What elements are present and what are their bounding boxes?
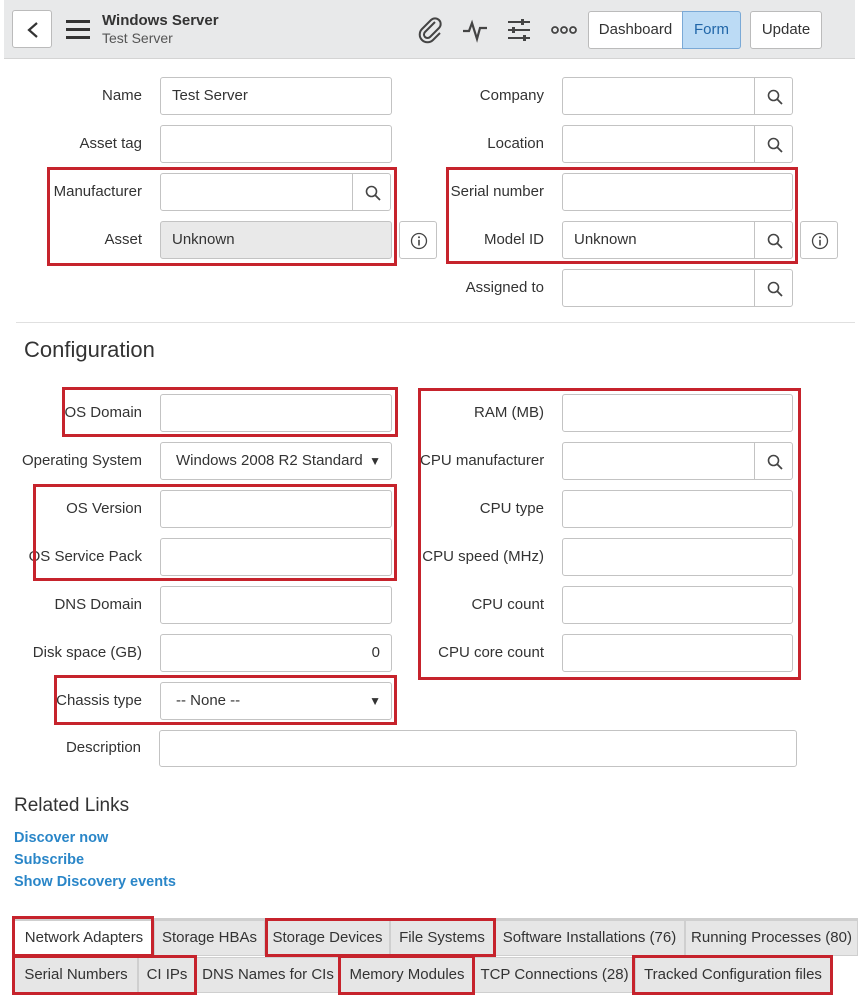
cpu-count-label: CPU count [471,596,544,613]
description-input[interactable] [159,730,797,767]
tab-tracked-configuration-files[interactable]: Tracked Configuration files [635,957,831,993]
info-icon [811,232,829,250]
model-id-label: Model ID [483,231,544,248]
record-title: Windows Server [102,12,219,29]
location-input[interactable] [562,125,755,163]
name-label: Name [101,87,142,104]
chassis-type-value: -- None -- [176,692,241,709]
assigned-to-input[interactable] [562,269,755,307]
show-discovery-events-link[interactable]: Show Discovery events [14,874,176,890]
company-lookup-button[interactable] [754,77,793,115]
asset-tag-label: Asset tag [79,135,142,152]
model-id-lookup-button[interactable] [754,221,793,259]
model-id-input[interactable]: Unknown [562,221,755,259]
manufacturer-input[interactable] [160,173,353,211]
os-service-pack-input[interactable] [160,538,392,576]
operating-system-select[interactable] [160,442,392,480]
paperclip-icon[interactable] [416,15,446,45]
tab-dns-names[interactable]: DNS Names for CIs [196,957,340,993]
activity-pulse-icon[interactable] [460,15,490,45]
cpu-core-count-input[interactable] [562,634,793,672]
serial-number-label: Serial number [450,183,544,200]
os-service-pack-label: OS Service Pack [28,548,142,565]
dashboard-button[interactable]: Dashboard [588,11,683,49]
cpu-count-input[interactable] [562,586,793,624]
company-input[interactable] [562,77,755,115]
assigned-to-label: Assigned to [465,279,544,296]
manufacturer-label: Manufacturer [53,183,142,200]
os-domain-label: OS Domain [64,404,142,421]
chassis-type-select[interactable] [160,682,392,720]
discover-now-link[interactable]: Discover now [14,830,109,846]
form-header [4,0,855,59]
tab-tcp-connections[interactable]: TCP Connections (28) [474,957,635,993]
tab-running-processes[interactable]: Running Processes (80) [685,920,858,956]
tab-file-systems[interactable]: File Systems [390,920,494,956]
cpu-manufacturer-label: CPU manufacturer [420,452,545,469]
tab-serial-numbers[interactable]: Serial Numbers [14,957,138,993]
search-icon [767,281,783,297]
search-icon [767,89,783,105]
section-divider [16,322,855,323]
asset-tag-input[interactable] [160,125,392,163]
cpu-type-label: CPU type [479,500,544,517]
tab-storage-devices[interactable]: Storage Devices [265,920,390,956]
cpu-speed-input[interactable] [562,538,793,576]
search-icon [365,185,381,201]
dropdown-arrow-icon: ▼ [369,694,381,708]
dns-domain-input[interactable] [160,586,392,624]
assigned-to-lookup-button[interactable] [754,269,793,307]
cpu-manufacturer-input[interactable] [562,442,755,480]
search-icon [767,233,783,249]
sliders-settings-icon[interactable] [504,15,534,45]
operating-system-value: Windows 2008 R2 Standard [176,452,363,469]
search-icon [767,137,783,153]
tab-memory-modules[interactable]: Memory Modules [340,957,474,993]
tab-storage-hbas[interactable]: Storage HBAs [154,920,265,956]
location-lookup-button[interactable] [754,125,793,163]
dns-domain-label: DNS Domain [54,596,142,613]
update-button[interactable]: Update [750,11,822,49]
cpu-type-input[interactable] [562,490,793,528]
cpu-manufacturer-lookup-button[interactable] [754,442,793,480]
disk-space-input[interactable]: 0 [160,634,392,672]
cpu-speed-label: CPU speed (MHz) [422,548,544,565]
hamburger-menu-icon[interactable] [66,20,90,44]
disk-space-label: Disk space (GB) [32,644,142,661]
dropdown-arrow-icon: ▼ [369,454,381,468]
operating-system-label: Operating System [21,452,142,469]
ram-label: RAM (MB) [474,404,544,421]
asset-label: Asset [104,231,142,248]
back-button[interactable] [12,10,52,48]
os-version-label: OS Version [66,500,142,517]
company-label: Company [479,87,544,104]
ram-input[interactable] [562,394,793,432]
info-icon [410,232,428,250]
manufacturer-lookup-button[interactable] [352,173,391,211]
tab-ci-ips[interactable]: CI IPs [138,957,196,993]
os-version-input[interactable] [160,490,392,528]
chassis-type-label: Chassis type [56,692,142,709]
subscribe-link[interactable]: Subscribe [14,852,85,868]
tab-software-installations[interactable]: Software Installations (76) [494,920,685,956]
os-domain-input[interactable] [160,394,392,432]
description-label: Description [65,739,141,756]
record-subtitle: Test Server [102,30,173,46]
form-button[interactable]: Form [682,11,741,49]
location-label: Location [487,135,544,152]
model-id-info-button[interactable] [800,221,838,259]
serial-number-input[interactable] [562,173,793,211]
chevron-left-icon [26,22,40,38]
cpu-core-count-label: CPU core count [438,644,544,661]
more-options-icon[interactable] [549,15,579,45]
asset-input: Unknown [160,221,392,259]
name-input[interactable]: Test Server [160,77,392,115]
tab-network-adapters[interactable]: Network Adapters [14,920,154,956]
configuration-section-title: Configuration [24,337,155,362]
search-icon [767,454,783,470]
related-links-title: Related Links [14,795,130,816]
